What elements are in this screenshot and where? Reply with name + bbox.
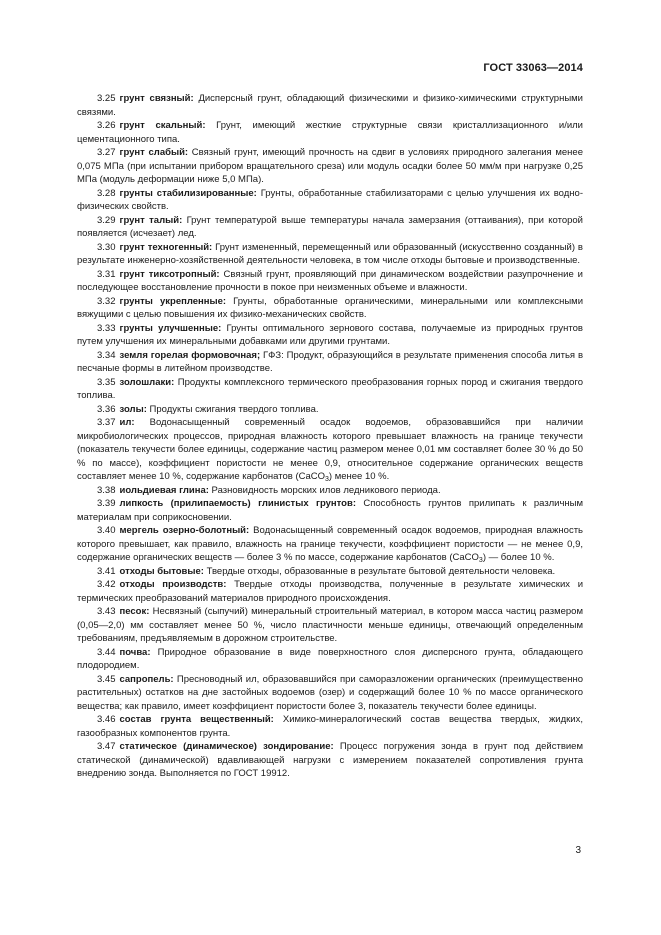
entry-definition: Химико-минералогический состав вещества твердых, жидких, газообразных компонентов грунта.: [77, 714, 584, 739]
subscript: 3: [478, 557, 483, 564]
entry-number: 3.31: [97, 268, 116, 280]
entry-number: 3.40: [97, 525, 116, 536]
entry-definition: Способность грунтов прилипать к различным материалам при соприкосновении.: [77, 498, 584, 523]
definition-entry: [77, 484, 583, 498]
definition-entry: [77, 565, 583, 579]
definition-entry: [77, 241, 583, 268]
entry-term: грунты стабилизированные:: [119, 187, 257, 199]
entry-number: 3.25: [97, 93, 116, 104]
entry-number: 3.30: [97, 241, 116, 253]
entry-definition: Продукты комплексного термического преобразования горных пород и сжигания твердого топлива.: [77, 376, 583, 401]
entry-definition: Твердые отходы производства, полученные в результате химических и термических преобразований материалов природного происхождения.: [77, 579, 583, 604]
definitions-list: [77, 92, 583, 781]
entry-definition-end: ) — более 10 %.: [482, 552, 555, 563]
entry-term: грунт слабый:: [119, 147, 189, 158]
entry-definition-end: ) менее 10 %.: [328, 471, 390, 482]
entry-term: состав грунта вещественный:: [119, 714, 274, 725]
entry-definition: Процесс погружения зонда в грунт под действием статической (динамической) вдавливающей нагрузки с измерением показателей сопротивления грунта внедрению зонда. Выполняется по ГОСТ 19912.: [77, 741, 583, 779]
entry-term: грунты укрепленные:: [119, 295, 227, 307]
entry-term: грунт связный:: [119, 93, 194, 104]
entry-term: грунт техногенный:: [119, 241, 213, 253]
entry-term: мергель озерно-болотный:: [119, 525, 250, 536]
entry-definition: Водонасыщенный современный осадок водоемов, природная влажность которого превышает, как правило, влажность на границе текучести, коэффициент пористости — не менее 0,9, содержание органических веществ — более 3 % по массе, содержание карбонатов (CaCO: [77, 525, 583, 563]
entry-definition: Связный грунт, имеющий прочность на сдвиг в условиях природного залегания менее 0,075 МПа (при испытании прибором вращательного среза) или модуль осадки более 50 мм/м при нагрузке 0,25 МПа (модуль деформации ниже 5,0 МПа).: [77, 147, 583, 185]
definition-entry: [77, 713, 583, 740]
definition-entry: [77, 146, 583, 187]
definition-entry: [77, 673, 583, 714]
page-number: 3: [575, 845, 581, 856]
definition-entry: [77, 403, 583, 417]
entry-definition: Грунты оптимального зернового состава, получаемые из природных грунтов путем улучшения их минеральными добавками или другими грунтами.: [77, 322, 583, 347]
entry-definition: Грунт, имеющий жесткие структурные связи кристаллизационного и/или цементационного типа.: [77, 120, 583, 145]
definition-entry: [77, 214, 583, 241]
entry-term: статическое (динамическое) зондирование:: [119, 741, 334, 752]
entry-term: грунт скальный:: [119, 120, 206, 131]
entry-number: 3.27: [97, 147, 116, 158]
definition-entry: [77, 92, 583, 119]
definition-entry: [77, 646, 583, 673]
entry-number: 3.45: [97, 673, 116, 685]
entry-term: грунты улучшенные:: [119, 322, 222, 334]
definition-entry: [77, 605, 583, 646]
entry-definition: Грунты, обработанные органическими, минеральными или комплексными вяжущими с целью повышения их физико-механических свойств.: [77, 295, 584, 320]
entry-number: 3.37: [97, 417, 116, 428]
entry-number: 3.47: [97, 741, 116, 752]
entry-number: 3.39: [97, 498, 116, 509]
definition-entry: [77, 497, 583, 524]
entry-definition: Разновидность морских илов ледникового периода.: [208, 484, 441, 496]
entry-number: 3.41: [97, 565, 116, 577]
entry-definition: Грунт температурой выше температуры начала замерзания (оттаивания), при которой появляется (исчезает) лед.: [77, 214, 583, 239]
entry-definition: Водонасыщенный современный осадок водоемов, образовавшийся при наличии микробиологических процессов, природная влажность которого превышает влажность на границе текучести (показатель текучести более единицы, содержание частиц размером менее 0,01 мм составляет более 30 % до 50 % по массе), коэффициент пористости не менее 0,9, относительное содержание органических веществ составляет менее 10 %, содержание карбонатов (CaCO: [77, 417, 583, 482]
entry-definition: Пресноводный ил, образовавшийся при саморазложении органических (преимущественно растительных) остатков на дне застойных водоемов (озер) и содержащий более 10 % по массе органического вещества; как правило, имеет коэффициент пористости более 3, показатель текучести более единицы.: [77, 673, 583, 712]
entry-term: ил:: [119, 417, 135, 428]
entry-number: 3.26: [97, 120, 116, 131]
entry-term: иольдиевая глина:: [119, 484, 209, 496]
entry-number: 3.29: [97, 214, 116, 226]
definition-entry: [77, 322, 583, 349]
definition-entry: [77, 295, 583, 322]
entry-number: 3.38: [97, 484, 116, 496]
entry-term: земля горелая формовочная;: [119, 349, 261, 361]
entry-definition: Грунт измененный, перемещенный или образованный (искусственно созданный) в результате инженерно-хозяйственной деятельности человека, в том числе отходы бытовые и производственные.: [77, 241, 583, 266]
definition-entry: [77, 524, 583, 565]
definition-entry: [77, 268, 583, 295]
entry-term: грунт тиксотропный:: [119, 268, 220, 280]
entry-term: сапропель:: [119, 673, 174, 685]
definition-entry: [77, 376, 583, 403]
definition-entry: [77, 119, 583, 146]
entry-term: грунт талый:: [119, 214, 183, 226]
entry-number: 3.44: [97, 646, 116, 658]
entry-definition: Грунты, обработанные стабилизаторами с целью улучшения их водно-физических свойств.: [77, 187, 583, 212]
document-code: ГОСТ 33063—2014: [483, 62, 583, 74]
entry-number: 3.28: [97, 187, 116, 199]
entry-definition: ГФЗ: Продукт, образующийся в результате применения способа литья в песчаные формы в литейном производстве.: [77, 349, 584, 374]
entry-definition: Твердые отходы, образованные в результате бытовой деятельности человека.: [203, 565, 556, 577]
entry-number: 3.34: [97, 349, 116, 361]
entry-number: 3.43: [97, 606, 116, 617]
definition-entry: [77, 349, 583, 376]
subscript: 3: [325, 476, 329, 483]
entry-definition: Дисперсный грунт, обладающий физическими и физико-химическими структурными связями.: [77, 93, 583, 118]
definition-entry: [77, 578, 583, 605]
entry-term: почва:: [119, 646, 151, 658]
entry-number: 3.35: [97, 376, 116, 388]
entry-definition: Продукты сжигания твердого топлива.: [146, 403, 319, 415]
entry-number: 3.32: [97, 295, 116, 307]
entry-definition: Несвязный (сыпучий) минеральный строительный материал, в котором масса частиц размером (0,05—2,0) мм составляет менее 50 %, число пластичности меньше единицы, отвечающий определенным требованиям, предъявляемым в дорожном строительстве.: [77, 606, 583, 644]
entry-number: 3.46: [97, 714, 116, 725]
entry-term: отходы производств:: [119, 579, 227, 590]
definition-entry: [77, 187, 583, 214]
definition-entry: [77, 416, 583, 484]
entry-definition: Природное образование в виде поверхностного слоя дисперсного грунта, обладающего плодородием.: [77, 646, 583, 671]
entry-term: золошлаки:: [119, 376, 175, 388]
entry-term: отходы бытовые:: [119, 565, 204, 577]
definition-entry: [77, 740, 583, 781]
entry-number: 3.42: [97, 579, 116, 590]
entry-definition: Связный грунт, проявляющий при динамическом воздействии разупрочнение и последующее восстановление прочности в покое при неизменных объеме и влажности.: [77, 268, 583, 293]
entry-number: 3.33: [97, 322, 116, 334]
entry-term: золы:: [119, 403, 147, 415]
entry-term: песок:: [119, 606, 150, 617]
entry-term: липкость (прилипаемость) глинистых грунтов:: [119, 498, 356, 509]
entry-number: 3.36: [97, 403, 116, 415]
